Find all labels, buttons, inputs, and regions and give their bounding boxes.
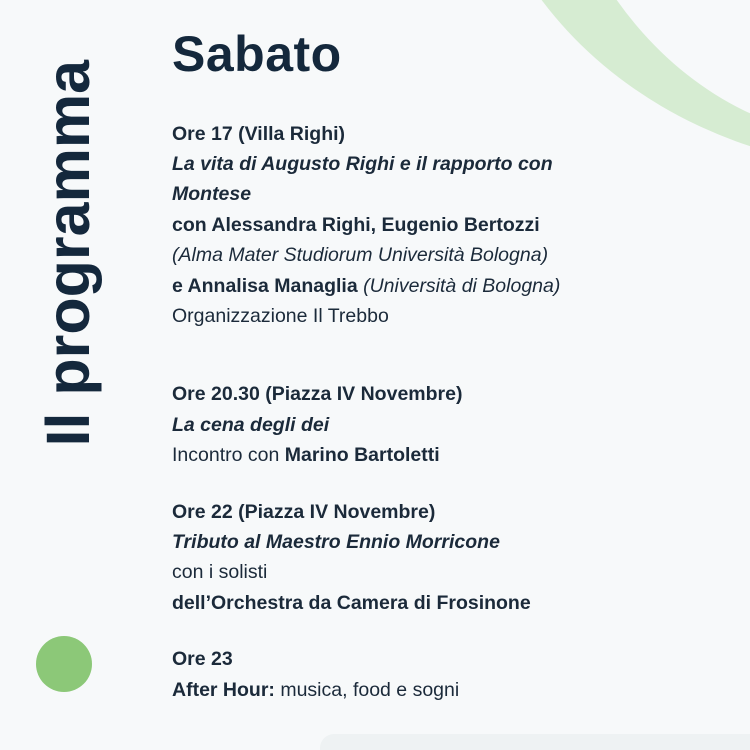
event-time-venue: Ore 20.30 (Piazza IV Novembre) [172, 383, 463, 406]
event-title-line-1: Tributo al Maestro Ennio Morricone [172, 530, 500, 553]
sidebar-vertical-title [22, 60, 114, 620]
event-extra-participant-affiliation: (Università di Bologna) [363, 274, 561, 297]
decorative-bottom-strip [320, 734, 750, 750]
page-title: Sabato [172, 26, 342, 82]
event-extra-participant-name: e Annalisa Managlia [172, 274, 364, 297]
list-item [172, 644, 726, 705]
event-participants [172, 440, 726, 470]
event-time-venue: Ore 23 [172, 648, 233, 671]
event-extra-participant [172, 271, 726, 301]
spacer [172, 357, 726, 379]
event-title-line-2: Montese [172, 183, 252, 206]
event-after-hour-text: musica, food e sogni [274, 678, 460, 701]
event-title-line-1: La cena degli dei [172, 413, 330, 436]
sidebar-title-text: Il programma [33, 60, 102, 447]
event-organization: Organizzazione Il Trebbo [172, 304, 389, 327]
event-time-venue: Ore 22 (Piazza IV Novembre) [172, 500, 436, 523]
event-participants-prefix: Incontro con [172, 444, 285, 467]
event-after-hour-label: After Hour: [172, 678, 275, 701]
event-participant-name: Marino Bartoletti [284, 444, 440, 467]
event-ensemble: dell’Orchestra da Camera di Frosinone [172, 591, 531, 614]
event-participants: con Alessandra Righi, Eugenio Bertozzi [172, 213, 540, 236]
event-after-hour [172, 675, 726, 705]
event-title-line-1: La vita di Augusto Righi e il rapporto con [172, 152, 553, 175]
decorative-green-dot [36, 636, 92, 692]
list-item [172, 119, 726, 332]
list-item [172, 379, 726, 470]
list-item [172, 497, 726, 619]
event-participants: con i solisti [172, 561, 268, 584]
event-time-venue: Ore 17 (Villa Righi) [172, 122, 346, 145]
event-affiliation: (Alma Mater Studiorum Università Bologna) [172, 244, 549, 267]
program-content [172, 28, 726, 705]
